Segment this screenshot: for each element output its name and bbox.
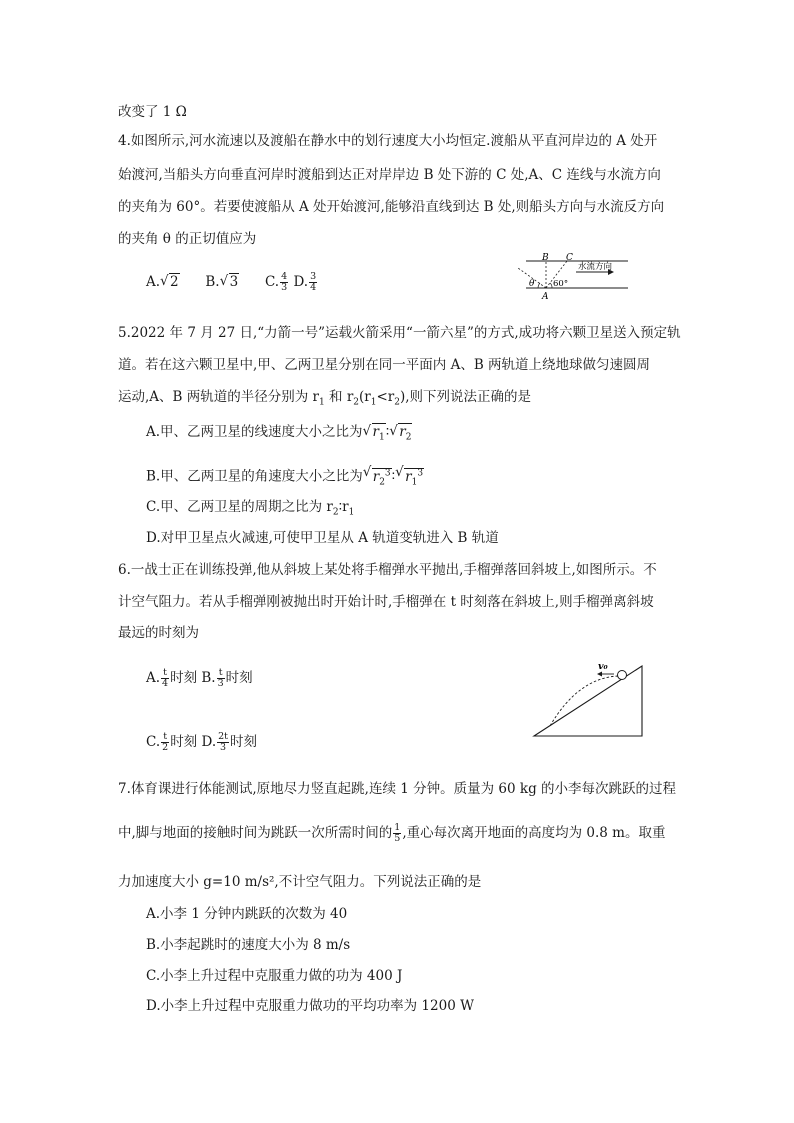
label-v0: v₀ bbox=[598, 661, 608, 672]
q4-line-2: 始渡河,当船头方向垂直河岸时渡船到达正对岸岸边 B 处下游的 C 处,A、C 连线与水流方向 bbox=[118, 167, 661, 183]
q6-line-2: 计空气阻力。若从手榴弹刚被抛出时开始计时,手榴弹在 t 时刻落在斜坡上,则手榴弹离斜坡 bbox=[118, 594, 654, 610]
q6-slope-diagram bbox=[528, 656, 648, 740]
q4-option-c: C. $\frac{4}{3}$ bbox=[264, 271, 288, 293]
q6-line-1: 6.一战士正在训练投弹,他从斜坡上某处将手榴弹水平抛出,手榴弹落回斜坡上,如图所示。不 bbox=[118, 562, 657, 578]
q6-option-c: C. $\frac{t}{2}$ 时刻 bbox=[146, 731, 198, 753]
q4-line-4: 的夹角 θ 的正切值应为 bbox=[118, 231, 257, 247]
q7-option-d: D.小李上升过程中克服重力做功的平均功率为 1200 W bbox=[146, 998, 474, 1014]
continued-text: 改变了 1 Ω bbox=[118, 104, 187, 120]
q7-line-3: 力加速度大小 g=10 m/s²,不计空气阻力。下列说法正确的是 bbox=[118, 874, 482, 890]
q6-option-a: A. $\frac{t}{4}$ 时刻 bbox=[146, 667, 198, 689]
q4-options bbox=[146, 272, 318, 293]
q4-river-diagram bbox=[500, 252, 635, 302]
q6-option-b: B. $\frac{t}{3}$ 时刻 bbox=[201, 667, 253, 689]
label-b: B bbox=[542, 253, 549, 263]
q6-line-3: 最远的时刻为 bbox=[118, 625, 199, 641]
q5-line-1: 5.2022 年 7 月 27 日,“力箭一号”运载火箭采用“一箭六星”的方式,成功将六颗卫星送入预定轨 bbox=[118, 325, 681, 341]
q5-option-c: C.甲、乙两卫星的周期之比为 $r_2∶r_1$ bbox=[146, 499, 355, 518]
q4-option-a: A.√ 2 bbox=[146, 274, 180, 290]
q4-option-b: B.√ 3 bbox=[205, 274, 239, 290]
label-theta: θ bbox=[529, 279, 535, 289]
q7-option-c: C.小李上升过程中克服重力做的功为 400 J bbox=[146, 968, 403, 984]
label-60deg: 60° bbox=[553, 279, 569, 289]
q4-option-d: D. $\frac{3}{4}$ bbox=[293, 271, 317, 293]
q4-line-3: 的夹角为 60°。若要使渡船从 A 处开始渡河,能够沿直线到达 B 处,则船头方向与水流反方向 bbox=[118, 199, 665, 215]
label-a: A bbox=[542, 292, 549, 302]
q6-option-d: D. $\frac{2t}{3}$ 时刻 bbox=[201, 731, 257, 753]
q4-line-1: 4.如图所示,河水流速以及渡船在静水中的划行速度大小均恒定.渡船从平直河岸边的 A 处开 bbox=[118, 133, 658, 149]
q6-options-cd bbox=[146, 732, 257, 753]
label-flow-direction: 水流方向 bbox=[578, 262, 613, 272]
label-c: C bbox=[566, 253, 573, 263]
q5-line-3: 运动,A、B 两轨道的半径分别为 $r_1$ 和 $r_2(r_1<r_2)$,则下列说法正确的是 bbox=[118, 389, 532, 408]
q5-option-d: D.对甲卫星点火减速,可使甲卫星从 A 轨道变轨进入 B 轨道 bbox=[146, 530, 499, 546]
q5-option-a: A.甲、乙两卫星的线速度大小之比为√ $r_1∶√$ $r_2$ bbox=[146, 422, 412, 448]
q7-line-2: 中,脚与地面的接触时间为跳跃一次所需时间的 $\frac{1}{5}$ ,重心每次离开地面的高度均为 0.8 m。取重 bbox=[118, 822, 666, 844]
q6-options-ab bbox=[146, 668, 253, 689]
q7-line-1: 7.体育课进行体能测试,原地尽力竖直起跳,连续 1 分钟。质量为 60 kg 的小李每次跳跃的过程 bbox=[118, 781, 677, 797]
q5-option-b: B.甲、乙两卫星的角速度大小之比为√ $r_2^3∶√$ $r_1^3$ bbox=[146, 463, 424, 492]
q7-option-b: B.小李起跳时的速度大小为 8 m/s bbox=[146, 937, 351, 953]
q7-option-a: A.小李 1 分钟内跳跃的次数为 40 bbox=[146, 906, 348, 922]
q5-line-2: 道。若在这六颗卫星中,甲、乙两卫星分别在同一平面内 A、B 两轨道上绕地球做匀速圆周 bbox=[118, 357, 651, 373]
